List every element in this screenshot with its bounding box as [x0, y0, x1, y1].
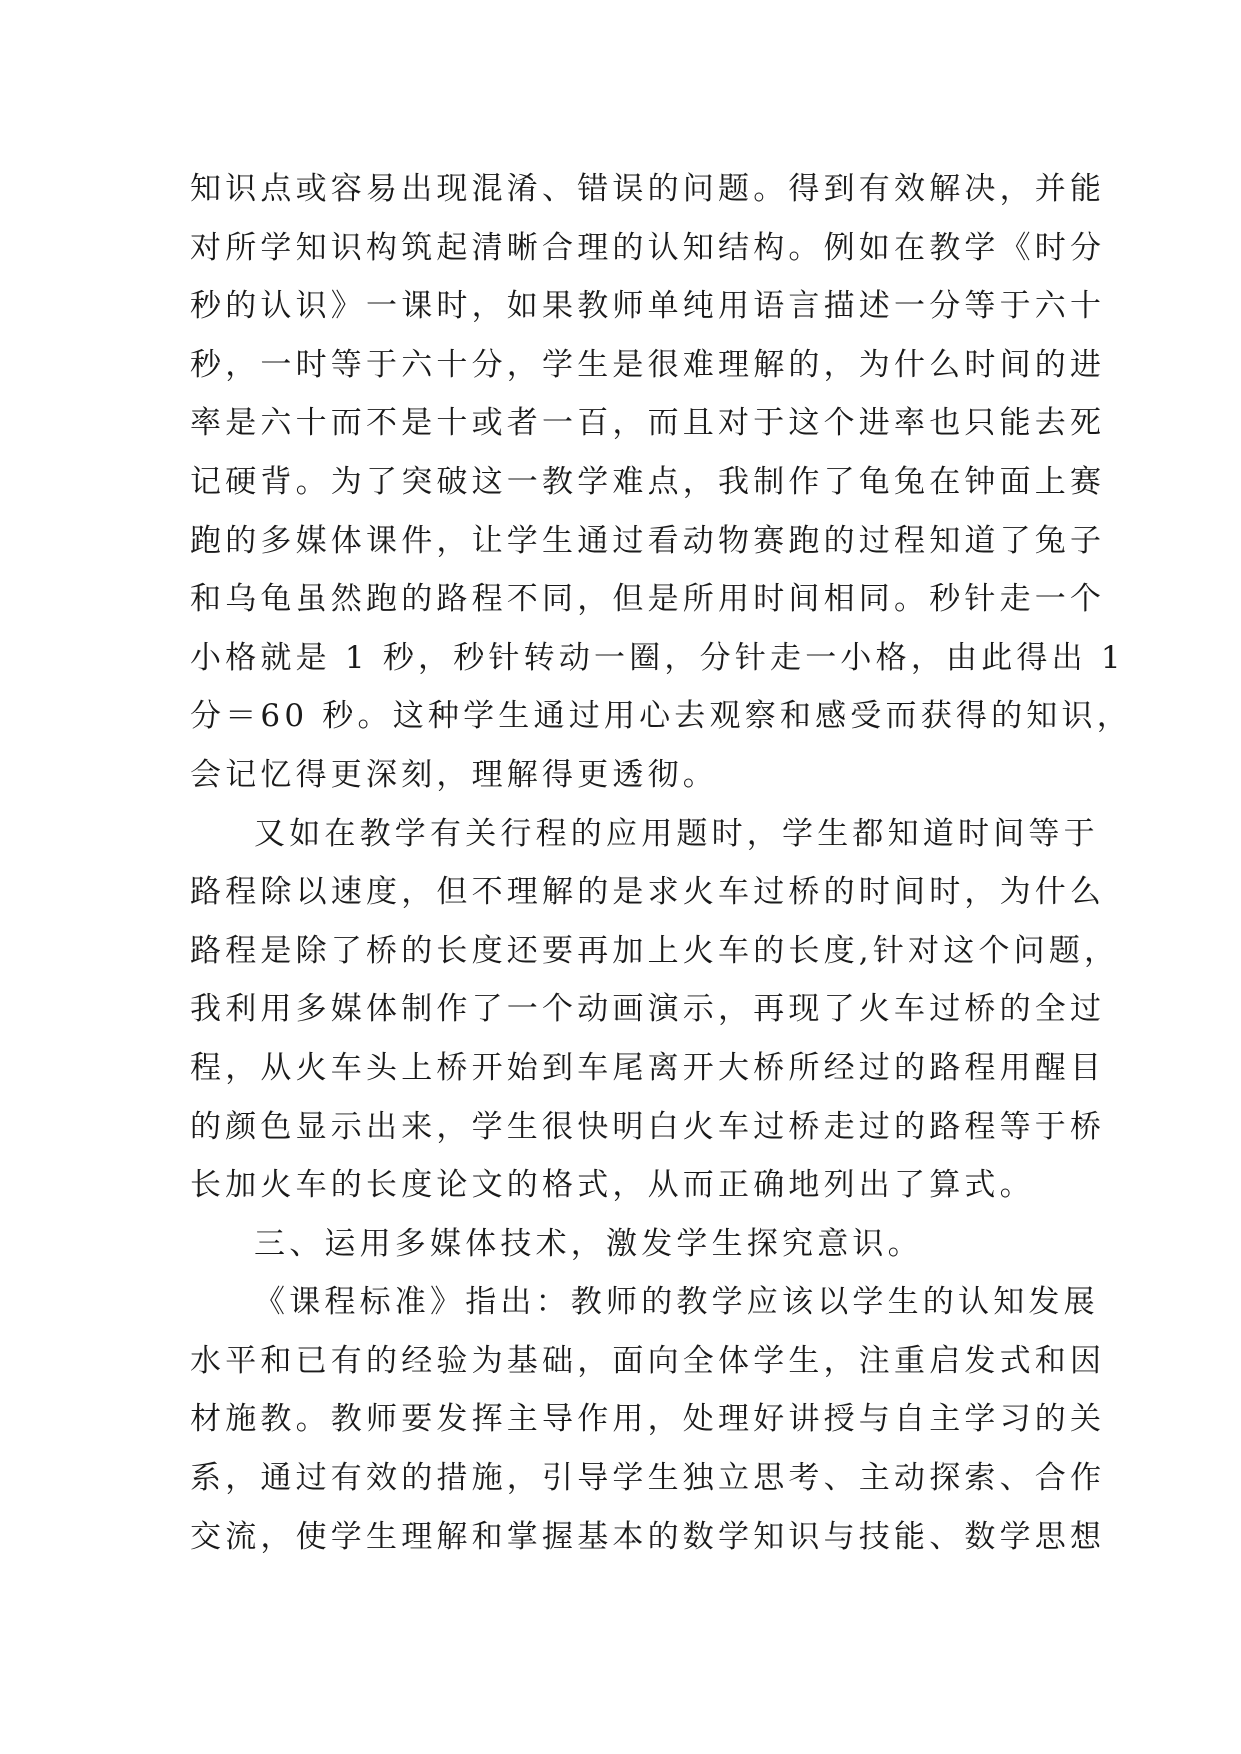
paragraph-start-line: 《课程标准》指出：教师的教学应该以学生的认知发展 — [254, 1284, 1099, 1321]
text-line: 会记忆得更深刻，理解得更透彻。 — [190, 756, 718, 793]
text-line: 秒的认识》一课时，如果教师单纯用语言描述一分等于六十 — [190, 288, 1106, 325]
text-line: 跑的多媒体课件，让学生通过看动物赛跑的过程知道了兔子 — [190, 522, 1106, 559]
text-line: 记硬背。为了突破这一教学难点，我制作了龟兔在钟面上赛 — [190, 463, 1106, 500]
body-text — [190, 160, 1132, 1566]
text-line: 小格就是 1 秒，秒针转动一圈，分针走一小格，由此得出 1 — [190, 639, 1125, 676]
text-line: 路程除以速度，但不理解的是求火车过桥的时间时，为什么 — [190, 874, 1106, 911]
text-line: 系，通过有效的措施，引导学生独立思考、主动探索、合作 — [190, 1460, 1106, 1497]
text-line: 交流，使学生理解和掌握基本的数学知识与技能、数学思想 — [190, 1518, 1106, 1555]
text-line: 分＝60 秒。这种学生通过用心去观察和感受而获得的知识， — [190, 698, 1132, 735]
text-line: 率是六十而不是十或者一百，而且对于这个进率也只能去死 — [190, 405, 1106, 442]
text-line: 和乌龟虽然跑的路程不同，但是所用时间相同。秒针走一个 — [190, 581, 1106, 618]
paragraph-start-line: 又如在教学有关行程的应用题时，学生都知道时间等于 — [254, 815, 1099, 852]
text-line: 秒，一时等于六十分，学生是很难理解的，为什么时间的进 — [190, 346, 1106, 383]
text-line: 的颜色显示出来，学生很快明白火车过桥走过的路程等于桥 — [190, 1108, 1106, 1145]
section-heading: 三、运用多媒体技术，激发学生探究意识。 — [254, 1225, 923, 1262]
text-line: 我利用多媒体制作了一个动画演示，再现了火车过桥的全过 — [190, 991, 1106, 1028]
text-line: 水平和已有的经验为基础，面向全体学生，注重启发式和因 — [190, 1342, 1106, 1379]
text-line: 程，从火车头上桥开始到车尾离开大桥所经过的路程用醒目 — [190, 1049, 1106, 1086]
text-line: 知识点或容易出现混淆、错误的问题。得到有效解决，并能 — [190, 171, 1106, 207]
text-line: 材施教。教师要发挥主导作用，处理好讲授与自主学习的关 — [190, 1401, 1106, 1438]
text-line: 路程是除了桥的长度还要再加上火车的长度,针对这个问题， — [190, 932, 1120, 969]
text-line: 对所学知识构筑起清晰合理的认知结构。例如在教学《时分 — [190, 229, 1106, 266]
text-line: 长加火车的长度论文的格式，从而正确地列出了算式。 — [190, 1167, 1035, 1204]
